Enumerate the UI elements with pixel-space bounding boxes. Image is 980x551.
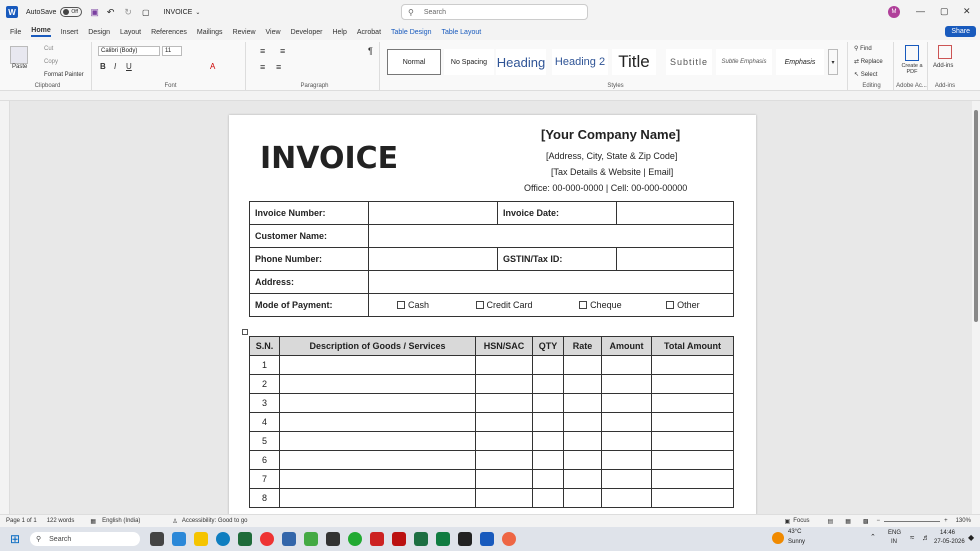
amount-cell[interactable]	[602, 470, 652, 489]
zoom-level[interactable]: 130%	[955, 518, 971, 524]
create-pdf-button[interactable]: Create a PDF	[901, 63, 923, 75]
total-cell[interactable]	[652, 356, 734, 375]
maximize-icon[interactable]: ▢	[940, 6, 949, 16]
app-icon[interactable]	[304, 532, 318, 546]
sn-cell[interactable]: 3	[250, 394, 280, 413]
tab-file[interactable]: File	[10, 28, 22, 36]
format-painter-button[interactable]: Format Painter	[44, 72, 84, 78]
invoice-number-cell[interactable]	[369, 202, 498, 225]
payment-option-cheque[interactable]	[579, 300, 622, 310]
align-center-icon[interactable]: ≡	[276, 62, 282, 72]
col-header-total-amount: Total Amount	[652, 337, 734, 356]
tab-developer[interactable]: Developer	[290, 28, 323, 36]
description-cell[interactable]	[280, 432, 476, 451]
font-name-select[interactable]: Calibri (Body)	[98, 46, 160, 56]
qty-cell[interactable]	[533, 356, 564, 375]
style-subtle-emphasis[interactable]: Subtle Emphasis	[716, 49, 772, 75]
numbering-icon[interactable]: ≡	[280, 46, 286, 56]
align-left-icon[interactable]: ≡	[260, 62, 266, 72]
table-move-handle-icon[interactable]	[242, 329, 248, 335]
addins-group	[930, 42, 960, 90]
style-normal[interactable]: Normal	[387, 49, 441, 75]
zoom-out-icon[interactable]: −	[876, 518, 881, 524]
underline-button[interactable]: U	[126, 62, 132, 71]
hsn-cell[interactable]	[476, 375, 533, 394]
tab-table-layout[interactable]: Table Layout	[441, 28, 482, 36]
table-row	[250, 356, 734, 375]
clipboard-group	[4, 42, 92, 90]
style-title[interactable]: Title	[612, 49, 656, 75]
pilcrow-icon[interactable]: ¶	[368, 46, 373, 56]
rate-cell[interactable]	[564, 394, 602, 413]
phone-number-label: Phone Number:	[250, 248, 369, 271]
paragraph-label: Paragraph	[300, 83, 329, 89]
gstin-label: GSTIN/Tax ID:	[498, 248, 617, 271]
payment-option-other[interactable]	[666, 300, 700, 310]
undo-icon[interactable]: ↶	[106, 6, 115, 17]
table-row	[250, 470, 734, 489]
zoom-in-icon[interactable]: +	[944, 518, 948, 524]
table-row	[250, 202, 734, 225]
share-label: Share	[951, 28, 970, 35]
select-button[interactable]	[854, 71, 877, 78]
tab-acrobat[interactable]: Acrobat	[356, 28, 382, 36]
addins-button[interactable]: Add-ins	[933, 63, 954, 69]
table-row	[250, 451, 734, 470]
total-cell[interactable]	[652, 394, 734, 413]
gstin-cell[interactable]	[617, 248, 734, 271]
amount-cell[interactable]	[602, 432, 652, 451]
adobe-group	[896, 42, 928, 90]
save-icon[interactable]: ▣	[90, 6, 99, 17]
font-label: Font	[164, 83, 177, 89]
table-row	[250, 394, 734, 413]
amount-cell[interactable]	[602, 375, 652, 394]
table-header-row	[250, 337, 734, 356]
document-title[interactable]: INVOICE	[163, 8, 193, 16]
status-bar	[0, 514, 980, 527]
app-icon[interactable]	[282, 532, 296, 546]
hsn-cell[interactable]	[476, 432, 533, 451]
description-cell[interactable]	[280, 356, 476, 375]
paste-button[interactable]: Paste	[12, 64, 28, 70]
tab-mailings[interactable]: Mailings	[196, 28, 223, 36]
ribbon	[0, 40, 980, 91]
total-cell[interactable]	[652, 413, 734, 432]
description-cell[interactable]	[280, 413, 476, 432]
chrome-icon[interactable]	[260, 532, 274, 546]
table-row	[250, 413, 734, 432]
redo-icon[interactable]: ↻	[124, 6, 132, 17]
sn-cell[interactable]: 6	[250, 451, 280, 470]
language[interactable]: English (India)	[102, 518, 141, 524]
app-icon[interactable]	[326, 532, 340, 546]
invoice-heading: INVOICE	[260, 141, 399, 176]
editing-group	[850, 42, 894, 90]
qty-cell[interactable]	[533, 432, 564, 451]
avatar[interactable]: M	[888, 6, 900, 18]
weather-temp[interactable]: 43°C	[788, 529, 802, 535]
amount-cell[interactable]	[602, 489, 652, 508]
amount-cell[interactable]	[602, 394, 652, 413]
autosave-toggle[interactable]	[60, 7, 82, 17]
replace-icon: ⇄	[854, 59, 860, 65]
adobe-label: Adobe Ac...	[896, 83, 927, 89]
company-address: [Address, City, State & Zip Code]	[546, 151, 678, 161]
task-view-icon[interactable]	[150, 532, 164, 546]
items-table	[249, 336, 734, 508]
invoice-number-label: Invoice Number:	[250, 202, 369, 225]
excel-icon[interactable]	[414, 532, 428, 546]
payment-mode-label: Mode of Payment:	[250, 294, 369, 317]
app-icon[interactable]	[502, 532, 516, 546]
customize-icon[interactable]: ▢	[141, 7, 150, 17]
table-row	[250, 225, 734, 248]
tab-table-design[interactable]: Table Design	[391, 28, 432, 36]
sn-cell[interactable]: 7	[250, 470, 280, 489]
weather-desc[interactable]: Sunny	[788, 539, 806, 545]
payment-options-cell	[369, 294, 734, 317]
rate-cell[interactable]	[564, 432, 602, 451]
wifi-icon[interactable]: ≈	[910, 533, 915, 542]
horizontal-ruler[interactable]	[0, 91, 980, 101]
minimize-icon[interactable]: —	[916, 6, 925, 16]
total-cell[interactable]	[652, 489, 734, 508]
tab-view[interactable]: View	[265, 28, 281, 36]
tab-layout[interactable]: Layout	[120, 28, 142, 36]
cut-button[interactable]: Cut	[44, 46, 54, 52]
cursor-icon: ↖	[854, 72, 860, 78]
details-table	[249, 201, 734, 317]
acrobat-icon[interactable]	[392, 532, 406, 546]
app-icon[interactable]	[238, 532, 252, 546]
read-mode-icon[interactable]: ▤	[827, 518, 834, 525]
word-logo-icon: W	[6, 6, 18, 18]
hsn-cell[interactable]	[476, 413, 533, 432]
zoom-slider[interactable]	[884, 521, 940, 522]
web-layout-icon[interactable]: ▩	[862, 518, 869, 525]
search-icon: ⚲	[36, 536, 42, 543]
table-row	[250, 375, 734, 394]
payment-option-label: Credit Card	[486, 300, 533, 310]
total-cell[interactable]	[652, 451, 734, 470]
close-icon[interactable]: ✕	[963, 6, 971, 16]
vertical-ruler[interactable]	[0, 101, 10, 514]
address-cell[interactable]	[369, 271, 734, 294]
description-cell[interactable]	[280, 375, 476, 394]
bullets-icon[interactable]: ≡	[260, 46, 266, 56]
styles-group	[384, 42, 848, 90]
company-phones: Office: 00-000-0000 | Cell: 00-000-00000	[524, 183, 688, 193]
sn-cell[interactable]: 8	[250, 489, 280, 508]
sn-cell[interactable]: 1	[250, 356, 280, 375]
word-icon[interactable]	[480, 532, 494, 546]
payment-option-label: Cheque	[590, 300, 622, 310]
checkbox-icon	[476, 301, 484, 309]
volume-icon[interactable]: ♬	[922, 533, 930, 542]
description-cell[interactable]	[280, 470, 476, 489]
word-count[interactable]: 122 words	[46, 518, 75, 524]
share-button[interactable]	[945, 26, 976, 37]
style-heading-2[interactable]: Heading 2	[552, 49, 608, 75]
chrome-icon[interactable]	[348, 532, 362, 546]
amount-cell[interactable]	[602, 356, 652, 375]
autosave-label: AutoSave	[26, 8, 57, 16]
font-color-button[interactable]: A	[210, 62, 216, 71]
proofing-icon[interactable]: ▦	[90, 518, 97, 525]
clipboard-label: Clipboard	[34, 83, 61, 89]
hsn-cell[interactable]	[476, 451, 533, 470]
app-icon[interactable]	[436, 532, 450, 546]
search-input[interactable]	[401, 4, 588, 20]
notification-icon[interactable]: ◆	[968, 533, 975, 542]
payment-option-credit-card[interactable]	[476, 300, 533, 310]
app-icon[interactable]	[172, 532, 186, 546]
description-cell[interactable]	[280, 394, 476, 413]
total-cell[interactable]	[652, 375, 734, 394]
addins-label: Add-ins	[934, 83, 956, 89]
page-count[interactable]: Page 1 of 1	[6, 518, 37, 524]
clock-date[interactable]: 27-05-2026	[934, 539, 965, 545]
addins-icon[interactable]	[938, 45, 952, 59]
edge-icon[interactable]	[216, 532, 230, 546]
select-label: Select	[860, 72, 878, 78]
amount-cell[interactable]	[602, 451, 652, 470]
table-row	[250, 294, 734, 317]
checkbox-icon	[579, 301, 587, 309]
autosave-state: Off	[71, 9, 78, 15]
checkbox-icon	[666, 301, 674, 309]
app-icon[interactable]	[370, 532, 384, 546]
col-header-sn: S.N.	[250, 337, 280, 356]
rate-cell[interactable]	[564, 470, 602, 489]
customer-name-cell[interactable]	[369, 225, 734, 248]
payment-option-cash[interactable]	[397, 300, 429, 310]
col-header-hsn: HSN/SAC	[476, 337, 533, 356]
company-name: [Your Company Name]	[541, 127, 681, 142]
input-region: IN	[891, 539, 897, 545]
style-emphasis[interactable]: Emphasis	[776, 49, 824, 75]
document-page[interactable]	[229, 115, 756, 515]
style-subtitle[interactable]: Subtitle	[666, 49, 712, 75]
font-group	[96, 42, 246, 90]
paragraph-group	[250, 42, 380, 90]
app-icon[interactable]	[458, 532, 472, 546]
sn-cell[interactable]: 2	[250, 375, 280, 394]
invoice-date-cell[interactable]	[617, 202, 734, 225]
windows-start-icon[interactable]: ⊞	[10, 532, 21, 546]
rate-cell[interactable]	[564, 356, 602, 375]
hsn-cell[interactable]	[476, 489, 533, 508]
tab-review[interactable]: Review	[232, 28, 256, 36]
accessibility-status[interactable]: Accessibility: Good to go	[181, 518, 248, 524]
company-tax-web: [Tax Details & Website | Email]	[551, 167, 674, 177]
qty-cell[interactable]	[533, 394, 564, 413]
table-row	[250, 432, 734, 451]
focus-icon[interactable]: ▣	[784, 518, 791, 525]
taskbar	[0, 527, 980, 551]
replace-button[interactable]	[854, 58, 883, 65]
rate-cell[interactable]	[564, 413, 602, 432]
copy-button[interactable]: Copy	[44, 59, 59, 65]
col-header-rate: Rate	[564, 337, 602, 356]
total-cell[interactable]	[652, 432, 734, 451]
col-header-description: Description of Goods / Services	[280, 337, 476, 356]
col-header-qty: QTY	[533, 337, 564, 356]
taskbar-search-label: Search	[49, 535, 72, 543]
rate-cell[interactable]	[564, 375, 602, 394]
payment-option-label: Cash	[408, 300, 430, 310]
rate-cell[interactable]	[564, 489, 602, 508]
sn-cell[interactable]: 4	[250, 413, 280, 432]
replace-label: Replace	[860, 59, 883, 65]
pdf-icon[interactable]	[905, 45, 919, 61]
search-placeholder: Search	[423, 8, 447, 16]
bold-button[interactable]: B	[100, 62, 106, 71]
menu-bar	[0, 24, 980, 40]
style-no-spacing[interactable]: No Spacing	[444, 49, 494, 75]
find-button[interactable]	[854, 45, 872, 52]
invoice-date-label: Invoice Date:	[498, 202, 617, 225]
table-row	[250, 489, 734, 508]
customer-name-label: Customer Name:	[250, 225, 369, 248]
focus-button[interactable]: Focus	[793, 518, 810, 524]
paste-icon[interactable]	[10, 46, 28, 64]
tab-help[interactable]: Help	[332, 28, 347, 36]
address-label: Address:	[250, 271, 369, 294]
tab-insert[interactable]: Insert	[60, 28, 79, 36]
tab-home[interactable]: Home	[31, 27, 50, 37]
table-row	[250, 271, 734, 294]
chevron-down-icon[interactable]: ⌄	[195, 9, 201, 16]
qty-cell[interactable]	[533, 489, 564, 508]
total-cell[interactable]	[652, 470, 734, 489]
checkbox-icon	[397, 301, 405, 309]
file-explorer-icon[interactable]	[194, 532, 208, 546]
qty-cell[interactable]	[533, 470, 564, 489]
description-cell[interactable]	[280, 489, 476, 508]
style-heading[interactable]: Heading	[496, 49, 546, 75]
editing-label: Editing	[862, 83, 881, 89]
accessibility-icon[interactable]: ♙	[172, 518, 178, 525]
qty-cell[interactable]	[533, 375, 564, 394]
weather-icon[interactable]	[772, 532, 784, 544]
find-icon: ⚲	[854, 46, 859, 52]
payment-option-label: Other	[677, 300, 700, 310]
scrollbar-thumb[interactable]	[974, 110, 978, 322]
hsn-cell[interactable]	[476, 470, 533, 489]
description-cell[interactable]	[280, 451, 476, 470]
styles-label: Styles	[607, 83, 624, 89]
tray-chevron-icon[interactable]: ⌃	[870, 534, 876, 541]
hsn-cell[interactable]	[476, 356, 533, 375]
font-size-select[interactable]: 11	[162, 46, 182, 56]
clock-time[interactable]: 14:46	[940, 530, 956, 536]
hsn-cell[interactable]	[476, 394, 533, 413]
input-language[interactable]: ENG	[888, 530, 902, 536]
rate-cell[interactable]	[564, 451, 602, 470]
phone-number-cell[interactable]	[369, 248, 498, 271]
styles-more-icon[interactable]: ▾	[828, 49, 838, 75]
find-label: Find	[860, 46, 872, 52]
qty-cell[interactable]	[533, 451, 564, 470]
tab-references[interactable]: References	[151, 28, 187, 36]
amount-cell[interactable]	[602, 413, 652, 432]
sn-cell[interactable]: 5	[250, 432, 280, 451]
col-header-amount: Amount	[602, 337, 652, 356]
qty-cell[interactable]	[533, 413, 564, 432]
search-icon: ⚲	[408, 7, 414, 17]
taskbar-search[interactable]	[30, 532, 140, 546]
table-row	[250, 248, 734, 271]
tab-design[interactable]: Design	[88, 28, 111, 36]
italic-button[interactable]: I	[114, 62, 117, 71]
print-layout-icon[interactable]: ▦	[845, 518, 851, 525]
